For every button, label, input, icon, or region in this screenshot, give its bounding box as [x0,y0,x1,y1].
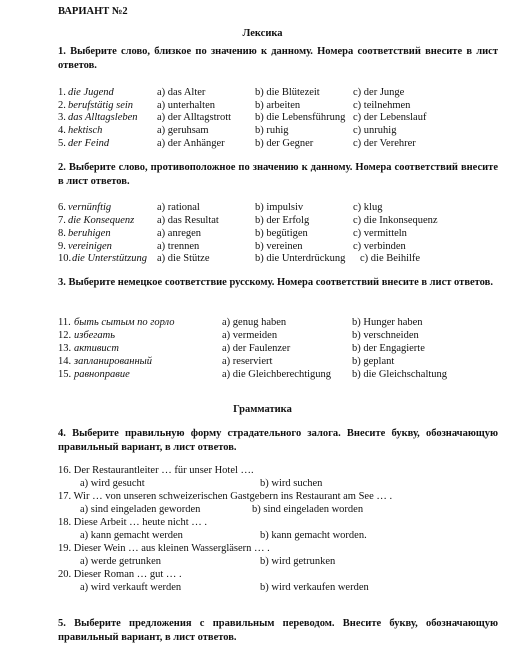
option-a: a) die Gleichberechtigung [222,369,332,380]
task2-row [58,215,498,228]
item-number: 9. [58,241,66,252]
item-number: 5. [58,138,66,149]
option-c: c) teilnehmen [353,100,411,111]
task3-row [58,330,498,343]
option-b: b) verschneiden [352,330,419,341]
option-a: a) der Anhänger [157,138,225,149]
question-text: 17. Wir … von unseren schweizerischen Gastgebern ins Restaurant am See … . [58,491,393,502]
option-c: c) die Inkonsequenz [353,215,438,226]
item-word: der Feind [68,138,110,149]
item-number: 13. [58,343,72,354]
option-a: a) trennen [157,241,200,252]
option-a: a) sind eingeladen geworden [80,504,201,515]
option-b: b) vereinen [255,241,303,252]
task1-row [58,125,498,138]
option-a: a) der Faulenzer [222,343,291,354]
question-text: 16. Der Restaurantleiter … für unser Hotel …. [58,465,254,476]
item-word: запланированный [74,356,153,367]
option-a: a) anregen [157,228,202,239]
variant-heading: ВАРИАНТ №2 [58,6,128,17]
task1-instruction: 1. Выберите слово, близкое по значению к данному. Номера соответствий внесите в лист ответов. [58,46,498,71]
item-word: hektisch [68,125,103,136]
lexika-section-title: Лексика [242,28,283,39]
item-word: vernünftig [68,202,112,213]
question-text: 19. Dieser Wein … aus kleinen Wassergläsern … . [58,543,270,554]
item-number: 12. [58,330,72,341]
option-b: b) wird suchen [260,478,323,489]
option-a: a) das Alter [157,87,206,98]
option-b: b) der Erfolg [255,215,310,226]
task1-row [58,112,498,125]
task4-instruction: 4. Выберите правильную форму страдательного залога. Внесите букву, обозначающую правильный вариант, в лист ответов. [58,428,498,453]
option-b: b) arbeiten [255,100,301,111]
option-a: a) wird gesucht [80,478,145,489]
task1-row [58,87,498,100]
option-b: b) wird getrunken [260,556,336,567]
question-text: 20. Dieser Roman … gut … . [58,569,182,580]
task3-row [58,343,498,356]
option-c: c) unruhig [353,125,397,136]
item-number: 2. [58,100,66,111]
option-a: a) wird verkauft werden [80,582,182,593]
option-b: b) Hunger haben [352,317,423,328]
option-c: c) vermitteln [353,228,407,239]
item-word: быть сытым по горло [74,317,175,328]
task3-row [58,356,498,369]
option-b: b) die Blütezeit [255,87,320,98]
option-a: a) geruhsam [157,125,209,136]
item-number: 6. [58,202,66,213]
item-word: die Konsequenz [68,215,135,226]
task2-row [58,253,498,266]
item-word: равноправие [74,369,130,380]
option-a: a) das Resultat [157,215,219,226]
item-word: berufstätig sein [68,100,134,111]
task3-row [58,369,498,382]
item-number: 8. [58,228,66,239]
option-b: b) der Engagierte [352,343,425,354]
option-a: a) reserviert [222,356,273,367]
option-c: c) der Junge [353,87,405,98]
item-number: 4. [58,125,66,136]
option-a: a) unterhalten [157,100,216,111]
option-b: b) die Unterdrückung [255,253,346,264]
option-c: c) die Beihilfe [360,253,421,264]
item-word: die Unterstützung [72,253,147,264]
task1-row [58,138,498,151]
item-number: 1. [58,87,66,98]
option-b: b) begütigen [255,228,308,239]
option-a: a) kann gemacht werden [80,530,183,541]
item-number: 10. [58,253,72,264]
option-a: a) vermeiden [222,330,278,341]
task2-instruction: 2. Выберите слово, противоположное по значению к данному. Номера соответствий внесите в лист ответов. [58,162,498,187]
task2-row [58,202,498,215]
option-a: a) rational [157,202,200,213]
option-b: b) sind eingeladen worden [252,504,364,515]
option-c: c) der Lebenslauf [353,112,427,123]
item-word: vereinigen [68,241,112,252]
item-number: 14. [58,356,72,367]
task5-instruction: 5. Выберите предложения с правильным переводом. Внесите букву, обозначающую правильный вариант, в лист ответов. [58,618,498,643]
item-word: избегать [74,330,115,341]
option-a: a) genug haben [222,317,287,328]
item-word: beruhigen [68,228,111,239]
option-b: b) kann gemacht worden. [260,530,367,541]
option-a: a) der Alltagstrott [157,112,232,123]
item-number: 7. [58,215,66,226]
item-number: 3. [58,112,66,123]
item-word: die Jugend [68,87,114,98]
task2-row [58,228,498,241]
item-number: 11. [58,317,71,328]
item-word: активист [74,343,119,354]
option-b: b) impulsiv [255,202,304,213]
grammar-section-title: Грамматика [233,404,292,415]
task3-row [58,317,498,330]
option-c: c) der Verehrer [353,138,416,149]
option-b: b) wird verkaufen werden [260,582,369,593]
option-b: b) die Gleichschaltung [352,369,448,380]
option-b: b) die Lebensführung [255,112,346,123]
task3-instruction: 3. Выберите немецкое соответствие русскому. Номера соответствий внесите в лист ответов. [58,277,493,288]
option-a: a) die Stütze [157,253,210,264]
option-b: b) geplant [352,356,395,367]
option-b: b) ruhig [255,125,289,136]
option-b: b) der Gegner [255,138,314,149]
item-number: 15. [58,369,72,380]
item-word: das Alltagsleben [68,112,138,123]
option-a: a) werde getrunken [80,556,162,567]
option-c: c) klug [353,202,383,213]
question-text: 18. Diese Arbeit … heute nicht … . [58,517,208,528]
option-c: c) verbinden [353,241,406,252]
